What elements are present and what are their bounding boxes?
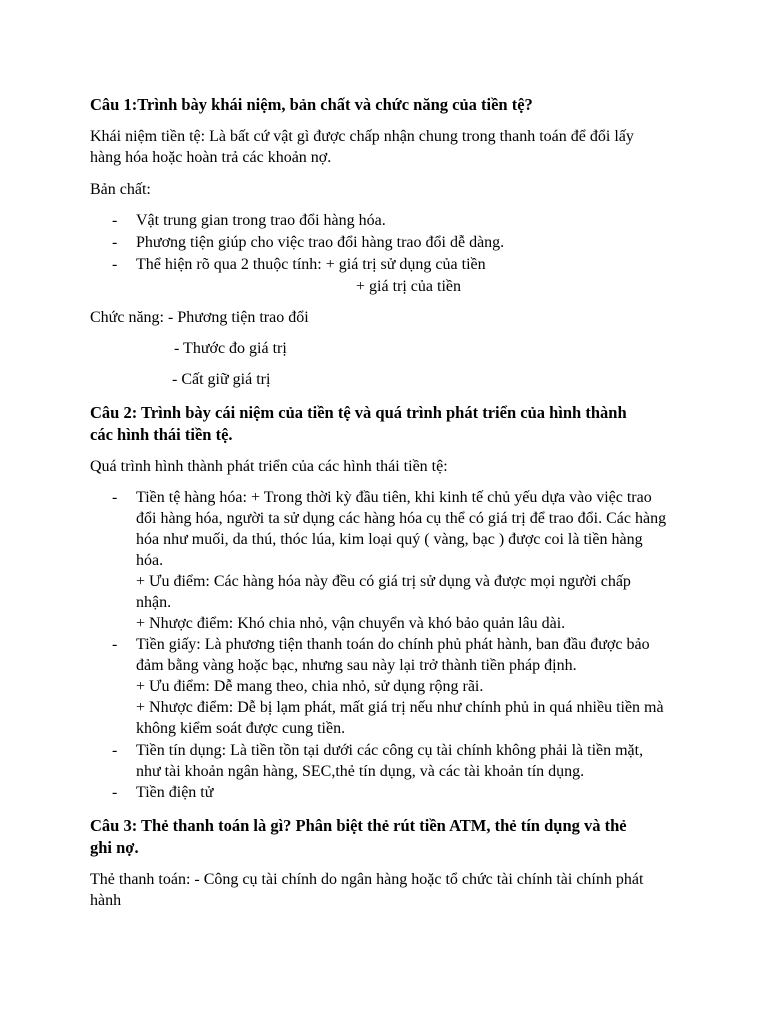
list-item-line: Tiền giấy: Là phương tiện thanh toán do chính phủ phát hành, ban đầu được bảo	[136, 636, 650, 653]
question-2-intro: Quá trình hình thành phát triển của các hình thái tiền tệ:	[90, 458, 448, 475]
bullet-dash: -	[112, 256, 118, 273]
nature-label: Bản chất:	[90, 181, 151, 198]
bullet-dash: -	[112, 212, 118, 229]
question-2-heading-line-2: các hình thái tiền tệ.	[90, 425, 233, 444]
list-item-line: Tiền tệ hàng hóa: + Trong thời kỳ đầu tiên, khi kinh tế chủ yếu dựa vào việc trao	[136, 489, 652, 506]
nature-item: Thể hiện rõ qua 2 thuộc tính: + giá trị sử dụng của tiền	[136, 256, 486, 273]
list-item-line: đảm bằng vàng hoặc bạc, nhưng sau này lại trở thành tiền pháp định.	[136, 657, 577, 674]
function-line-1: Chức năng: - Phương tiện trao đổi	[90, 309, 309, 326]
list-item-line: không kiểm soát được cung tiền.	[136, 720, 346, 737]
list-item-line: đổi hàng hóa, người ta sử dụng các hàng hóa cụ thể có giá trị để trao đổi. Các hàng	[136, 510, 667, 527]
list-item-line: hóa.	[136, 552, 164, 569]
list-item-line: + Ưu điểm: Các hàng hóa này đều có giá trị sử dụng và được mọi người chấp	[136, 573, 631, 590]
list-item-line: nhận.	[136, 594, 172, 611]
function-line-3: - Cất giữ giá trị	[172, 371, 271, 388]
bullet-dash: -	[112, 636, 118, 653]
question-2-heading-line-1: Câu 2: Trình bày cái niệm của tiền tệ và quá trình phát triển của hình thành	[90, 403, 627, 422]
question-3-body-line-2: hành	[90, 892, 122, 909]
list-item-line: Tiền tín dụng: Là tiền tồn tại dưới các công cụ tài chính không phải là tiền mặt,	[136, 742, 644, 759]
question-3-body-line-1: Thẻ thanh toán: - Công cụ tài chính do ngân hàng hoặc tổ chức tài chính tài chính phát	[90, 871, 644, 888]
nature-item: Phương tiện giúp cho việc trao đổi hàng trao đổi dễ dàng.	[136, 234, 505, 251]
bullet-dash: -	[112, 489, 118, 506]
nature-item: Vật trung gian trong trao đổi hàng hóa.	[136, 212, 386, 229]
nature-item-continuation: + giá trị của tiền	[356, 278, 461, 295]
list-item-line: + Nhược điểm: Khó chia nhỏ, vận chuyển và khó bảo quản lâu dài.	[136, 615, 566, 632]
bullet-dash: -	[112, 742, 118, 759]
question-3-heading-line-1: Câu 3: Thẻ thanh toán là gì? Phân biệt thẻ rút tiền ATM, thẻ tín dụng và thẻ	[90, 816, 627, 835]
question-3-heading-line-2: ghi nợ.	[90, 838, 139, 857]
concept-text-line-2: hàng hóa hoặc hoàn trả các khoản nợ.	[90, 149, 332, 166]
list-item-line: + Ưu điểm: Dễ mang theo, chia nhỏ, sử dụng rộng rãi.	[136, 678, 484, 695]
bullet-dash: -	[112, 784, 118, 801]
list-item-line: hóa như muối, da thú, thóc lúa, kim loại quý ( vàng, bạc ) được coi là tiền hàng	[136, 531, 643, 548]
question-1-heading: Câu 1:Trình bày khái niệm, bản chất và chức năng của tiền tệ?	[90, 95, 533, 114]
list-item-line: như tài khoản ngân hàng, SEC,thẻ tín dụng, và các tài khoản tín dụng.	[136, 763, 585, 780]
concept-text-line-1: Khái niệm tiền tệ: Là bất cứ vật gì được chấp nhận chung trong thanh toán để đổi lấy	[90, 128, 634, 145]
list-item-line: Tiền điện tử	[136, 784, 214, 801]
function-line-2: - Thước đo giá trị	[174, 340, 287, 357]
list-item-line: + Nhược điểm: Dễ bị lạm phát, mất giá trị nếu như chính phủ in quá nhiều tiền mà	[136, 699, 664, 716]
bullet-dash: -	[112, 234, 118, 251]
